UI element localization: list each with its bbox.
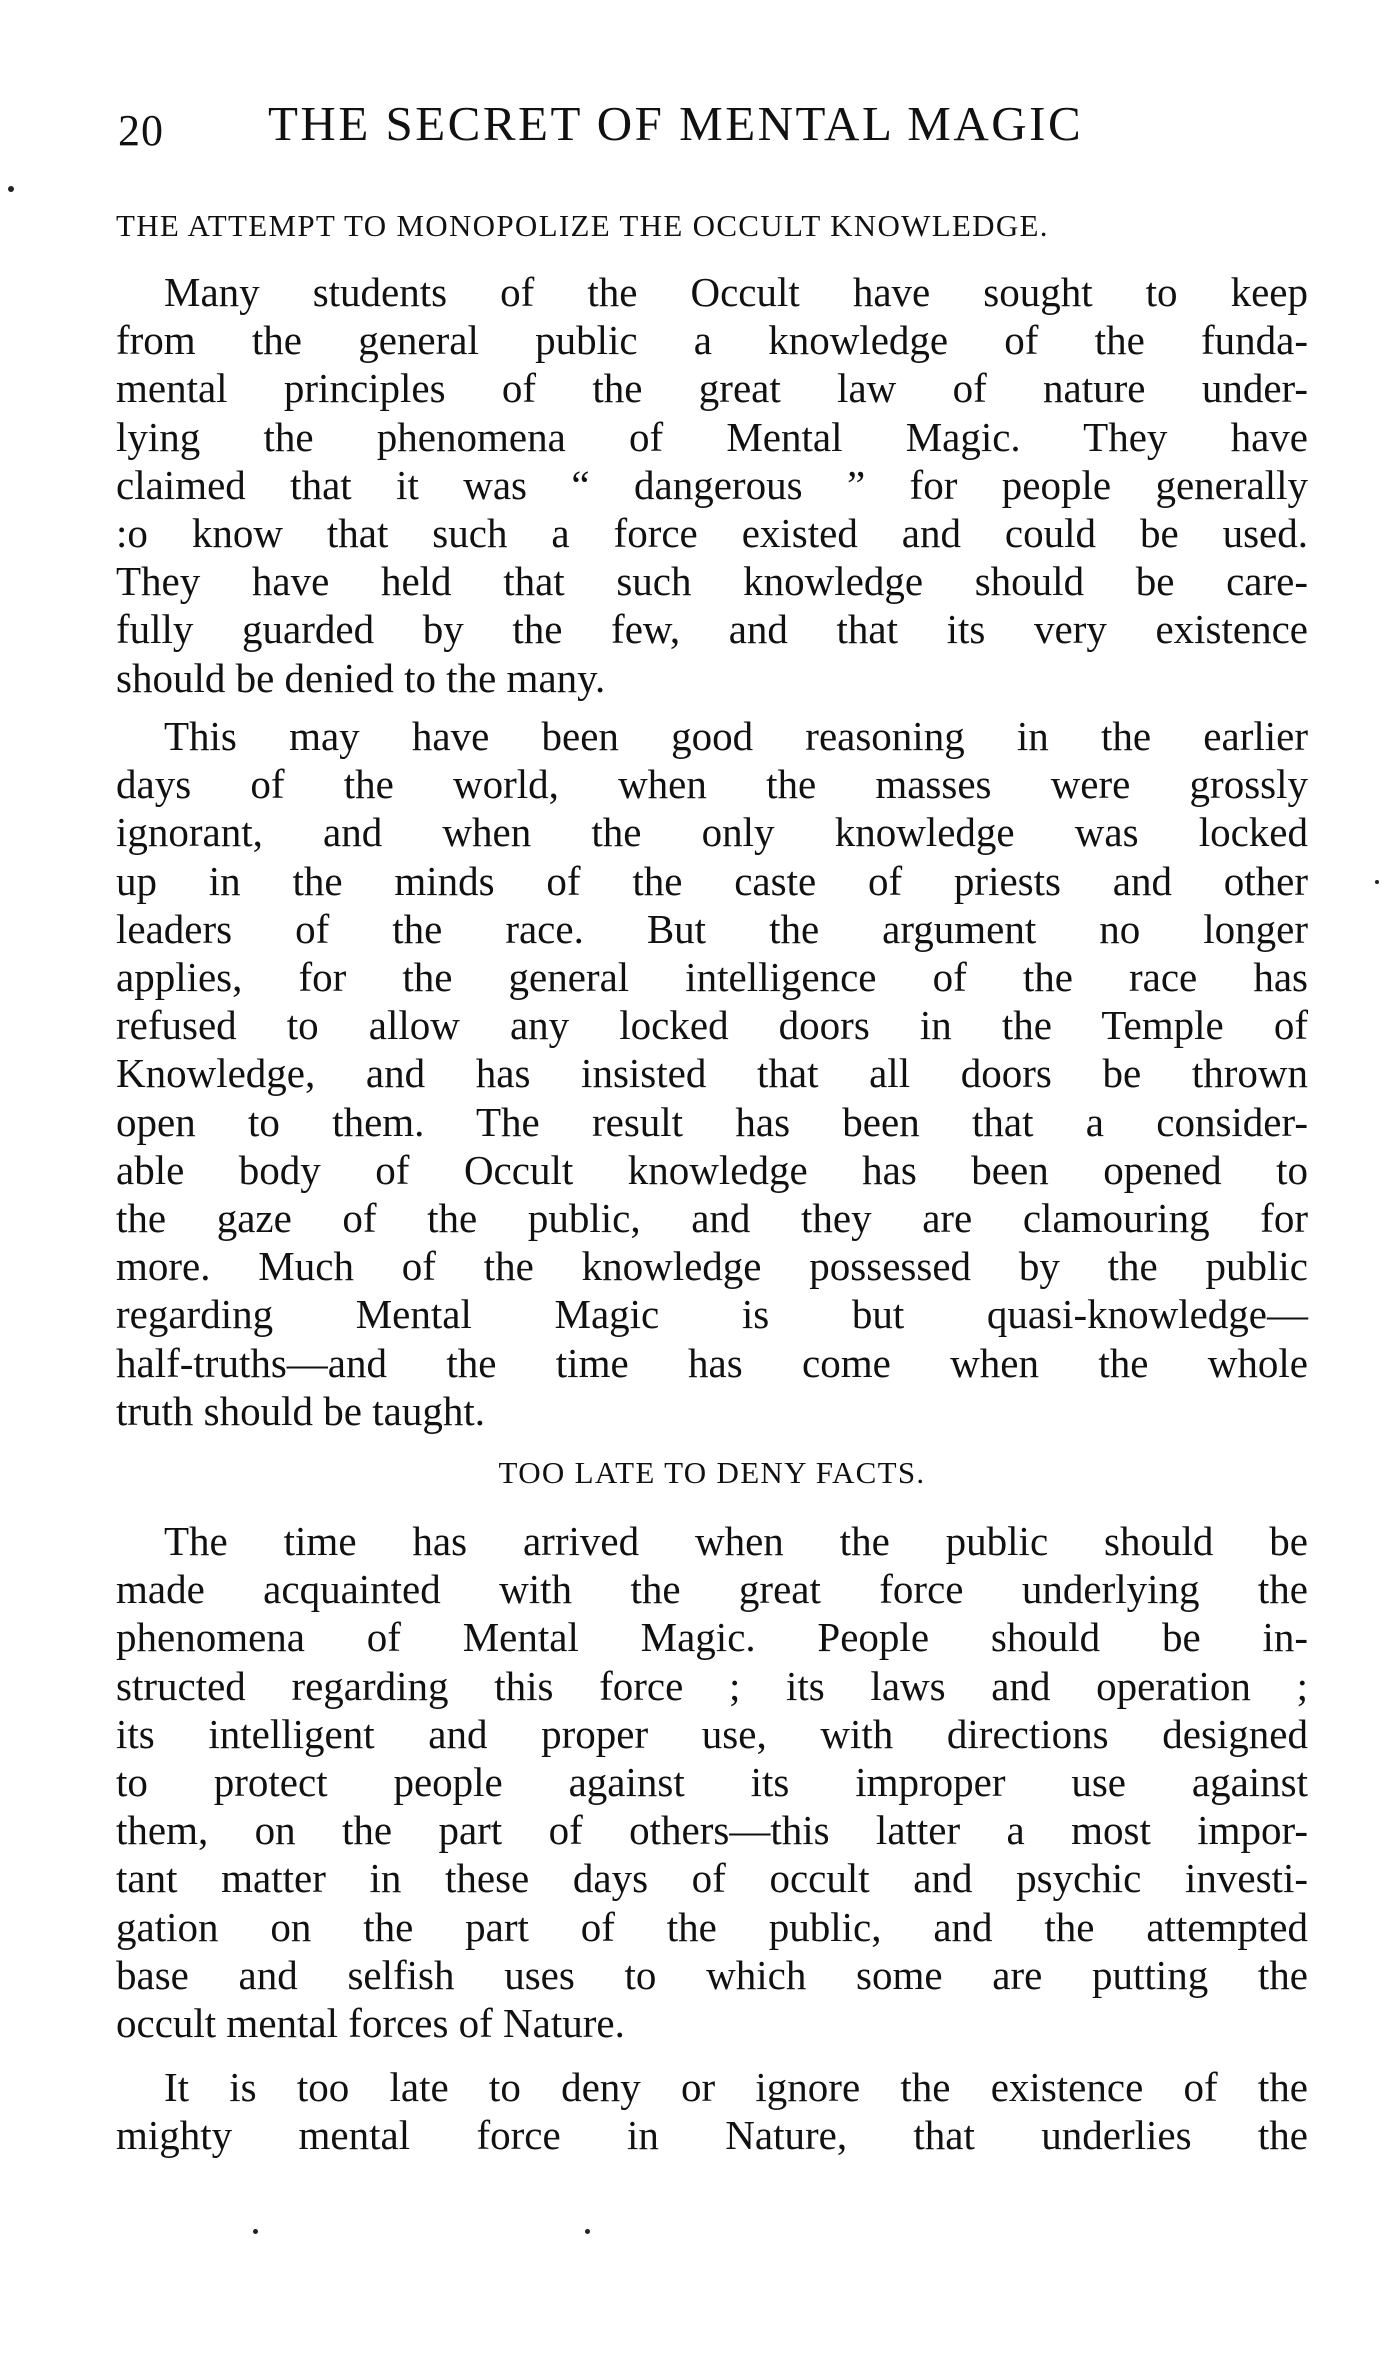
text-line: mental principles of the great law of nature under- (116, 365, 1308, 412)
text-line: regarding Mental Magic is but quasi-knowledge— (116, 1291, 1308, 1338)
scan-speck (8, 186, 14, 192)
section-2-paragraph-2 (116, 2063, 1308, 2159)
paragraph (116, 268, 1308, 702)
text-line: open to them. The result has been that a consider- (116, 1098, 1308, 1145)
text-line: them, on the part of others—this latter a most impor- (116, 1807, 1308, 1854)
page-number: 20 (118, 106, 164, 155)
text-line: :o know that such a force existed and could be used. (116, 510, 1308, 557)
text-line: base and selfish uses to which some are putting the (116, 1951, 1308, 1998)
text-line: Many students of the Occult have sought to keep (164, 269, 1308, 315)
text-line: Knowledge, and has insisted that all doors be thrown (116, 1050, 1308, 1097)
scan-speck (1375, 880, 1379, 884)
text-line: from the general public a knowledge of the funda- (116, 317, 1308, 364)
section-heading: TOO LATE TO DENY FACTS. (498, 1455, 926, 1490)
text-line: truth should be taught. (116, 1387, 485, 1434)
paragraph (116, 1517, 1308, 2047)
text-line: ignorant, and when the only knowledge was locked (116, 809, 1308, 856)
text-line: This may have been good reasoning in the earlier (164, 713, 1308, 759)
text-line: up in the minds of the caste of priests and other (116, 857, 1308, 904)
text-line: half-truths—and the time has come when the whole (116, 1339, 1308, 1386)
running-title: THE SECRET OF MENTAL MAGIC (268, 96, 1084, 151)
text-line: They have held that such knowledge should be care- (116, 558, 1308, 605)
scan-speck (253, 2229, 258, 2234)
text-line: The time has arrived when the public should be (164, 1518, 1308, 1564)
text-line: tant matter in these days of occult and psychic investi- (116, 1855, 1308, 1902)
section-2-heading-block (116, 1455, 1308, 1491)
section-1-paragraph-1 (116, 268, 1308, 702)
text-line: days of the world, when the masses were grossly (116, 761, 1308, 808)
text-line: the gaze of the public, and they are clamouring for (116, 1195, 1308, 1242)
text-line: lying the phenomena of Mental Magic. They have (116, 413, 1308, 460)
text-line: more. Much of the knowledge possessed by the public (116, 1243, 1308, 1290)
paragraph (116, 712, 1308, 1435)
text-line: fully guarded by the few, and that its very existence (116, 606, 1308, 653)
text-line: made acquainted with the great force underlying the (116, 1566, 1308, 1613)
scan-speck (585, 2229, 590, 2234)
paragraph (116, 2063, 1308, 2159)
text-line: able body of Occult knowledge has been opened to (116, 1146, 1308, 1193)
text-line: applies, for the general intelligence of the race has (116, 954, 1308, 1001)
text-line: to protect people against its improper use against (116, 1759, 1308, 1806)
section-heading: THE ATTEMPT TO MONOPOLIZE THE OCCULT KNOWLEDGE. (116, 208, 1049, 243)
section-1-paragraph-2 (116, 712, 1308, 1435)
text-line: should be denied to the many. (116, 654, 606, 701)
text-line: occult mental forces of Nature. (116, 2000, 625, 2047)
text-line: structed regarding this force ; its laws and operation ; (116, 1662, 1308, 1709)
text-line: leaders of the race. But the argument no longer (116, 905, 1308, 952)
text-line: refused to allow any locked doors in the Temple of (116, 1002, 1308, 1049)
text-line: phenomena of Mental Magic. People should be in- (116, 1614, 1308, 1661)
page-header (118, 95, 1178, 165)
text-line: mighty mental force in Nature, that underlies the (116, 2112, 1308, 2159)
text-line: It is too late to deny or ignore the existence of the (164, 2064, 1308, 2110)
text-line: gation on the part of the public, and the attempted (116, 1903, 1308, 1950)
text-line: its intelligent and proper use, with directions designed (116, 1710, 1308, 1757)
text-line: claimed that it was “ dangerous ” for people generally (116, 461, 1308, 508)
section-2-paragraph-1 (116, 1517, 1308, 2047)
section-1-heading-block (116, 208, 1308, 244)
